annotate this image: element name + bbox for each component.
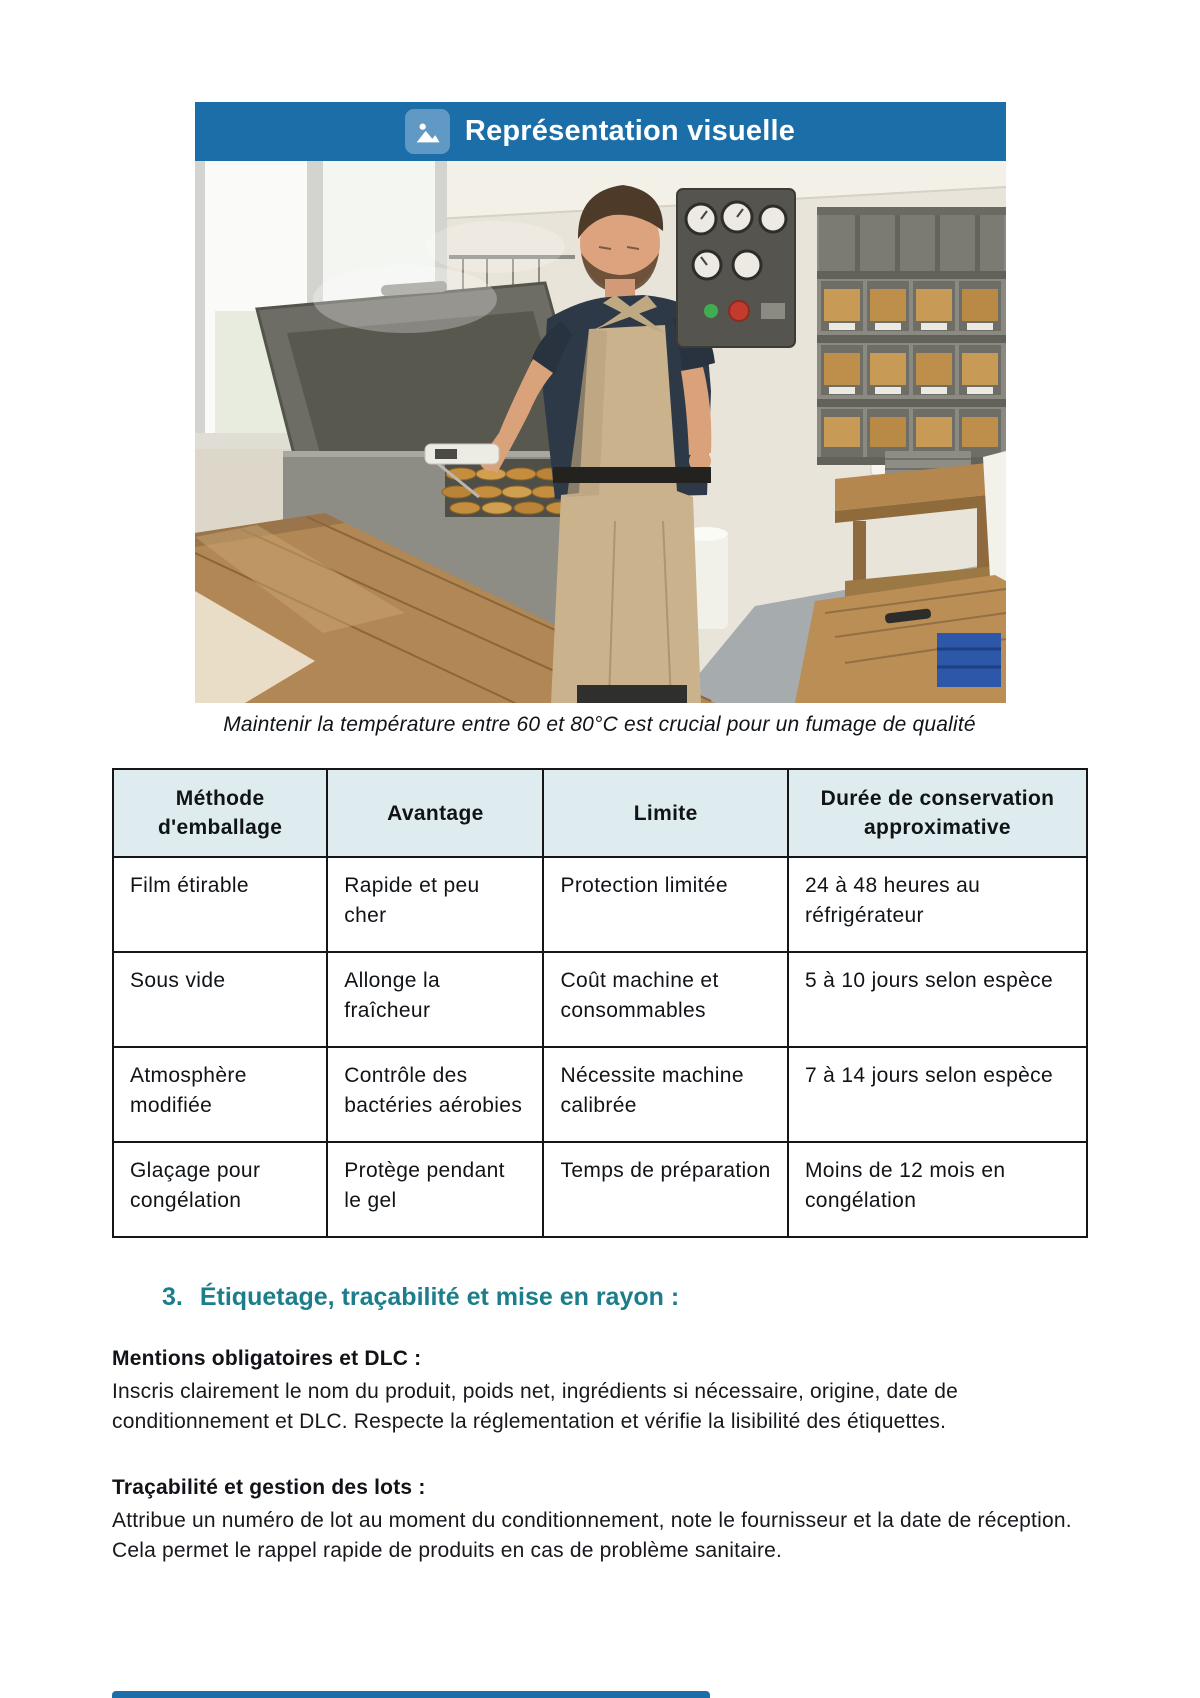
next-section-banner-edge (112, 1691, 710, 1698)
table-cell: Moins de 12 mois en congélation (788, 1142, 1087, 1237)
table-row (113, 952, 1087, 1047)
table-row (113, 857, 1087, 952)
image-icon (405, 109, 450, 154)
table-row (113, 1047, 1087, 1142)
control-panel (677, 189, 795, 347)
table-cell: Contrôle des bactéries aérobies (327, 1047, 543, 1142)
table-cell: 5 à 10 jours selon espèce (788, 952, 1087, 1047)
figure-caption: Maintenir la température entre 60 et 80°C est crucial pour un fumage de qualité (223, 713, 976, 736)
table-cell: 24 à 48 heures au réfrigérateur (788, 857, 1087, 952)
text-block-tracabilite (112, 1473, 1088, 1566)
table-header-row (113, 769, 1087, 857)
table-cell: 7 à 14 jours selon espèce (788, 1047, 1087, 1142)
table-cell: Temps de préparation (543, 1142, 787, 1237)
table-cell: Protège pendant le gel (327, 1142, 543, 1237)
paragraph-body: Attribue un numéro de lot au moment du conditionnement, note le fournisseur et la date de réception. Cela permet le rappel rapide de produits en cas de problème sanitaire. (112, 1509, 1072, 1562)
table-header-cell: Durée de conservation approximative (788, 769, 1087, 857)
figure-banner (195, 102, 1006, 161)
section-heading (162, 1280, 1200, 1314)
table-header-cell: Méthode d'emballage (113, 769, 327, 857)
table-header-cell: Avantage (327, 769, 543, 857)
figure-block (195, 102, 1006, 740)
figure-banner-title: Représentation visuelle (464, 115, 796, 147)
woodchip-shelves (817, 207, 1006, 465)
table-cell: Sous vide (113, 952, 327, 1047)
table-cell: Allonge la fraîcheur (327, 952, 543, 1047)
workshop-photo (195, 161, 1006, 703)
text-block-mentions (112, 1344, 1088, 1437)
paragraph-body: Inscris clairement le nom du produit, poids net, ingrédients si nécessaire, origine, date de conditionnement et DLC. Respecte la réglementation et vérifie la lisibilité des étiquettes. (112, 1380, 959, 1433)
table-cell: Coût machine et consommables (543, 952, 787, 1047)
table-row (113, 1142, 1087, 1237)
paragraph-label: Mentions obligatoires et DLC : (112, 1347, 422, 1370)
table-cell: Rapide et peu cher (327, 857, 543, 952)
table-cell: Atmosphère modifiée (113, 1047, 327, 1142)
table-cell: Glaçage pour congélation (113, 1142, 327, 1237)
packaging-methods-table (112, 768, 1088, 1238)
table-cell: Film étirable (113, 857, 327, 952)
paragraph-label: Traçabilité et gestion des lots : (112, 1476, 426, 1499)
table-header-cell: Limite (543, 769, 787, 857)
workshop-photo-illustration (195, 161, 1006, 703)
table-cell: Protection limitée (543, 857, 787, 952)
section-number: 3. (162, 1283, 183, 1311)
section-title: Étiquetage, traçabilité et mise en rayon : (199, 1283, 680, 1311)
table-cell: Nécessite machine calibrée (543, 1047, 787, 1142)
